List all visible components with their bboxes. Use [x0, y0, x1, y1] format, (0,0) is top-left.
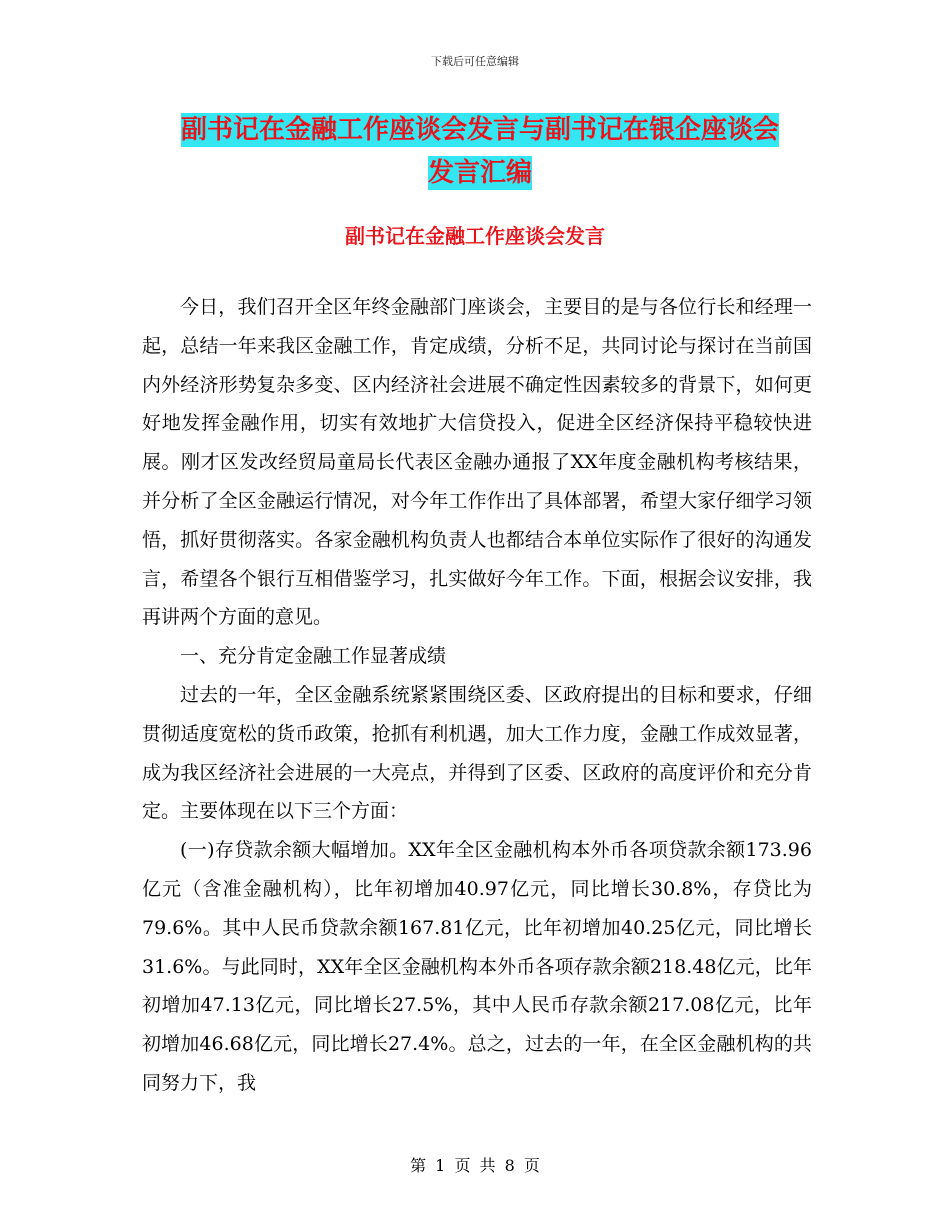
section-title: 副书记在金融工作座谈会发言 — [345, 224, 605, 248]
title-line-1-text: 副书记在金融工作座谈会发言与副书记在银企座谈会 — [180, 115, 779, 145]
header-note: 下载后可任意编辑 — [431, 55, 519, 68]
paragraph-achievements: 过去的一年，全区金融系统紧紧围绕区委、区政府提出的目标和要求，仔细贯彻适度宽松的货币政策，抢抓有利机遇，加大工作力度，金融工作成效显著，成为我区经济社会进展的一大亮点，并得到了区委、区政府的高度评价和充分肯定。主要体现在以下三个方面： — [142, 683, 812, 823]
body-text — [142, 288, 812, 1103]
document-title-line-2 — [140, 151, 820, 195]
page-number: 第 1 页 共 8 页 — [410, 1156, 540, 1175]
document-title-line-1 — [140, 108, 820, 152]
paragraph-heading-1: 一、充分肯定金融工作显著成绩 — [180, 645, 447, 668]
paragraph-intro: 今日，我们召开全区年终金融部门座谈会，主要目的是与各位行长和经理一起，总结一年来我区金融工作，肯定成绩，分析不足，共同讨论与探讨在当前国内外经济形势复杂多变、区内经济社会进展不确定性因素较多的背景下，如何更好地发挥金融作用，切实有效地扩大信贷投入，促进全区经济保持平稳较快进展。刚才区发改经贸局童局长代表区金融办通报了XX年度金融机构考核结果，并分析了全区金融运行情况，对今年工作作出了具体部署，希望大家仔细学习领悟，抓好贯彻落实。各家金融机构负责人也都结合本单位实际作了很好的沟通发言，希望各个银行互相借鉴学习，扎实做好今年工作。下面，根据会议安排，我再讲两个方面的意见。 — [142, 296, 812, 629]
paragraph-deposits-loans: (一)存贷款余额大幅增加。XX年全区金融机构本外币各项贷款余额173.96亿元（含准金融机构），比年初增加40.97亿元，同比增长30.8%，存贷比为79.6%。其中人民币贷款余额167.81亿元，比年初增加40.25亿元，同比增长31.6%。与此同时，XX年全区金融机构本外币各项存款余额218.48亿元，比年初增加47.13亿元，同比增长27.5%，其中人民币存款余额217.08亿元，比年初增加46.68亿元，同比增长27.4%。总之，过去的一年，在全区金融机构的共同努力下，我 — [142, 839, 812, 1094]
title-line-2-text: 发言汇编 — [427, 158, 532, 188]
